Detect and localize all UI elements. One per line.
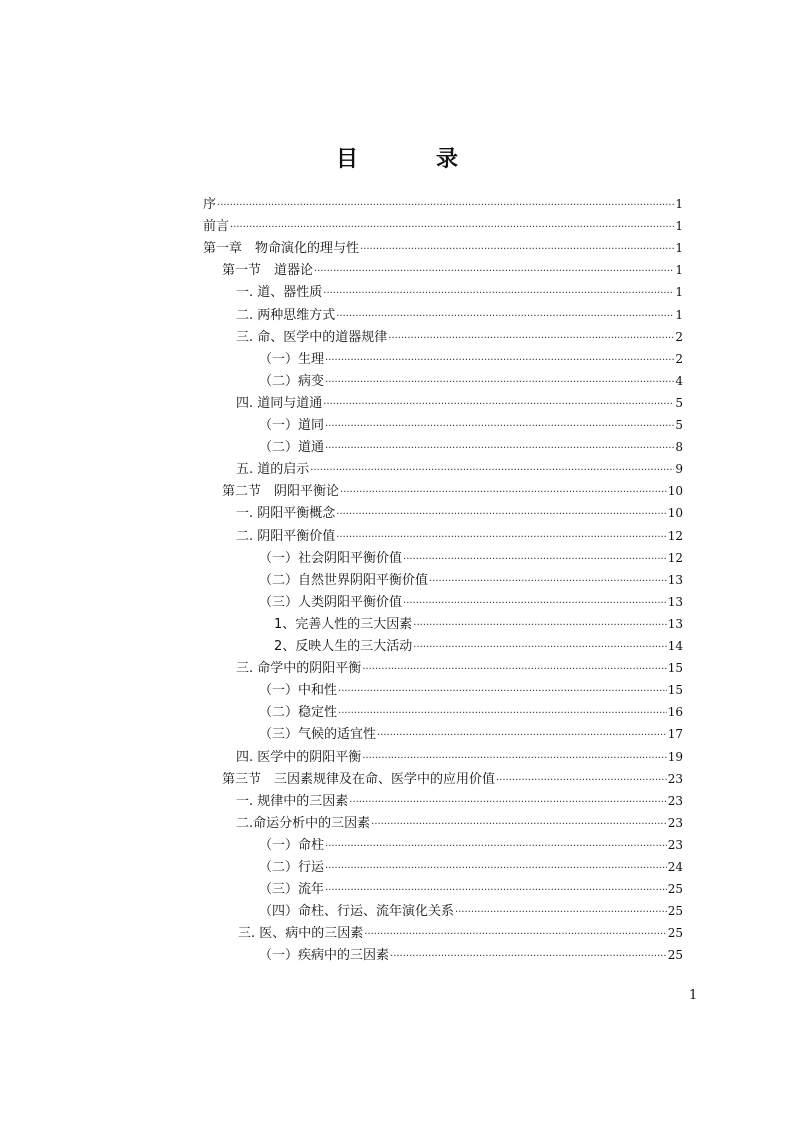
- toc-entry[interactable]: [259, 701, 683, 723]
- toc-entry-label: （二）道通: [259, 440, 325, 456]
- toc-entry-page: 10: [667, 484, 683, 499]
- toc-entry-page: 12: [667, 528, 683, 543]
- dot-leader: [390, 946, 667, 968]
- dot-leader: [377, 725, 667, 747]
- toc-entry-label: 2、反映人生的三大活动: [274, 639, 413, 654]
- dot-leader: [336, 527, 666, 549]
- toc-entry-label: （一）中和性: [259, 683, 338, 699]
- toc-entry[interactable]: [259, 944, 683, 966]
- toc-entry-page: 25: [667, 926, 683, 941]
- toc-entry-label: （一）生理: [259, 351, 325, 367]
- toc-entry[interactable]: [203, 237, 683, 259]
- toc-entry[interactable]: [259, 569, 683, 591]
- toc-entry-page: 1: [675, 241, 683, 256]
- toc-entry[interactable]: [274, 635, 683, 657]
- toc-entry[interactable]: [236, 525, 683, 547]
- toc-entry-label: 四. 道同与道通: [236, 395, 323, 411]
- toc-entry-label: 二. 阴阳平衡价值: [236, 528, 336, 544]
- toc-entry-label: 四. 医学中的阴阳平衡: [236, 749, 362, 765]
- toc-entry-label: 三. 命学中的阴阳平衡: [236, 661, 362, 677]
- toc-entry[interactable]: [259, 878, 683, 900]
- dot-leader: [360, 239, 674, 261]
- dot-leader: [325, 416, 674, 438]
- toc-entry-page: 25: [667, 948, 683, 963]
- dot-leader: [371, 814, 667, 836]
- dot-leader: [323, 394, 674, 416]
- dot-leader: [362, 659, 666, 681]
- dot-leader: [217, 195, 674, 217]
- dot-leader: [325, 836, 667, 858]
- toc-entry[interactable]: [236, 392, 683, 414]
- toc-entry-page: 10: [667, 506, 683, 521]
- dot-leader: [413, 615, 666, 637]
- toc-entry-page: 1: [675, 197, 683, 211]
- dot-leader: [338, 681, 667, 703]
- toc-entry[interactable]: [259, 547, 683, 569]
- toc-entry-label: 五. 道的启示: [236, 462, 310, 478]
- toc-entry-label: 第一节 道器论: [222, 263, 314, 279]
- dot-leader: [362, 748, 666, 770]
- toc-entry[interactable]: [259, 348, 683, 370]
- toc-entry[interactable]: [274, 613, 683, 635]
- toc-entry-page: 15: [667, 661, 683, 676]
- toc-entry-page: 16: [667, 705, 683, 720]
- toc-entry[interactable]: [236, 746, 683, 768]
- toc-entry[interactable]: [259, 723, 683, 745]
- toc-entry[interactable]: [259, 436, 683, 458]
- toc-entry[interactable]: [236, 281, 683, 303]
- toc-entry[interactable]: [236, 458, 683, 480]
- toc-entry-label: （二）稳定性: [259, 705, 338, 721]
- dot-leader: [310, 460, 674, 482]
- toc-entry[interactable]: [259, 834, 683, 856]
- dot-leader: [364, 924, 666, 946]
- toc-entry-label: （一）社会阴阳平衡价值: [259, 550, 403, 566]
- toc-entry-label: （三）流年: [259, 882, 325, 898]
- toc-entry[interactable]: [236, 790, 683, 812]
- toc-entry-label: （一）道同: [259, 418, 325, 433]
- dot-leader: [325, 880, 667, 902]
- toc-entry-label: 前言: [203, 219, 230, 235]
- toc-entry-page: 15: [667, 683, 683, 698]
- toc-entry[interactable]: [222, 768, 683, 790]
- dot-leader: [325, 372, 674, 394]
- toc-entry-label: （四）命柱、行运、流年演化关系: [259, 904, 455, 920]
- toc-entry-page: 9: [675, 462, 683, 477]
- dot-leader: [403, 549, 667, 571]
- toc-entry-page: 23: [667, 771, 683, 786]
- dot-leader: [325, 438, 674, 460]
- dot-leader: [325, 858, 667, 880]
- toc-entry-page: 17: [667, 727, 683, 742]
- toc-entry-page: 19: [667, 749, 683, 764]
- toc-entry-page: 1: [675, 219, 683, 234]
- dot-leader: [429, 571, 667, 593]
- toc-entry[interactable]: [203, 193, 683, 215]
- dot-leader: [323, 283, 674, 305]
- dot-leader: [496, 770, 667, 792]
- toc-entry-label: （二）行运: [259, 860, 325, 875]
- toc-entry[interactable]: [236, 657, 683, 679]
- toc-entry-page: 13: [667, 616, 683, 631]
- toc-entry-page: 5: [675, 418, 683, 432]
- toc-entry-page: 1: [675, 285, 683, 300]
- dot-leader: [336, 306, 674, 328]
- toc-entry[interactable]: [236, 326, 683, 348]
- toc-entry[interactable]: [259, 370, 683, 392]
- toc-entry-page: 8: [675, 440, 683, 455]
- toc-entry-label: 二.命运分析中的三因素: [236, 815, 371, 831]
- toc-entry-label: 三. 医、病中的三因素: [238, 926, 364, 942]
- toc-entry-label: 第一章 物命演化的理与性: [203, 241, 360, 257]
- toc-entry-label: 一. 道、器性质: [236, 285, 323, 301]
- toc-entry[interactable]: [259, 900, 683, 922]
- toc-entry[interactable]: [259, 414, 683, 436]
- toc-entry-label: 二. 两种思维方式: [236, 307, 336, 323]
- toc-entry-label: （二）病变: [259, 373, 325, 389]
- dot-leader: [403, 593, 667, 615]
- dot-leader: [314, 261, 674, 283]
- toc-entry-page: 1: [675, 263, 683, 278]
- toc-entry-label: （三）气候的适宜性: [259, 727, 377, 743]
- toc-entry-label: （三）人类阴阳平衡价值: [259, 594, 403, 610]
- toc-entry-page: 14: [667, 639, 683, 653]
- dot-leader: [413, 637, 666, 659]
- toc-entry-label: 第二节 阴阳平衡论: [222, 484, 340, 500]
- toc-entry[interactable]: [236, 304, 683, 326]
- toc-entry-page: 25: [667, 882, 683, 897]
- toc-entry-label: 三. 命、医学中的道器规律: [236, 329, 388, 345]
- toc-entry-page: 23: [667, 793, 683, 808]
- toc-entry[interactable]: [259, 591, 683, 613]
- toc-entry-page: 2: [675, 329, 683, 344]
- dot-leader: [455, 902, 667, 924]
- toc-entry[interactable]: [236, 502, 683, 524]
- toc-entry-label: 1、完善人性的三大因素: [274, 616, 413, 632]
- toc-entry-page: 5: [675, 395, 683, 410]
- toc-entry-page: 13: [667, 572, 683, 587]
- toc-entry-label: 一. 阴阳平衡概念: [236, 506, 336, 522]
- toc-entry[interactable]: [222, 480, 683, 502]
- toc-entry-label: （一）命柱: [259, 837, 325, 853]
- toc-entry-page: 12: [667, 550, 683, 565]
- dot-leader: [340, 482, 667, 504]
- toc-entry[interactable]: [203, 215, 683, 237]
- toc-entry[interactable]: [259, 856, 683, 878]
- dot-leader: [349, 792, 666, 814]
- toc-entry[interactable]: [238, 922, 683, 944]
- page-title: 目 录: [335, 147, 486, 172]
- dot-leader: [336, 504, 666, 526]
- dot-leader: [325, 350, 674, 372]
- toc-entry-page: 25: [667, 904, 683, 919]
- dot-leader: [338, 703, 667, 725]
- toc-entry-page: 4: [675, 373, 683, 388]
- toc-entry-label: 一. 规律中的三因素: [236, 793, 349, 809]
- dot-leader: [230, 217, 674, 239]
- toc-entry-page: 23: [667, 837, 683, 852]
- page-number: 1: [689, 988, 698, 1003]
- toc-entry[interactable]: [222, 259, 683, 281]
- toc-entry[interactable]: [259, 679, 683, 701]
- toc-entry-label: 序: [203, 197, 217, 212]
- toc-entry-label: （二）自然世界阴阳平衡价值: [259, 572, 429, 588]
- toc-entry-page: 23: [667, 815, 683, 830]
- toc-entry-page: 13: [667, 594, 683, 609]
- toc-entry[interactable]: [236, 812, 683, 834]
- toc-entry-label: （一）疾病中的三因素: [259, 948, 390, 964]
- toc-entry-page: 2: [675, 351, 683, 366]
- dot-leader: [388, 328, 674, 350]
- toc-entry-label: 第三节 三因素规律及在命、医学中的应用价值: [222, 771, 496, 787]
- toc-entry-page: 1: [675, 307, 683, 322]
- toc-entry-page: 24: [667, 860, 683, 874]
